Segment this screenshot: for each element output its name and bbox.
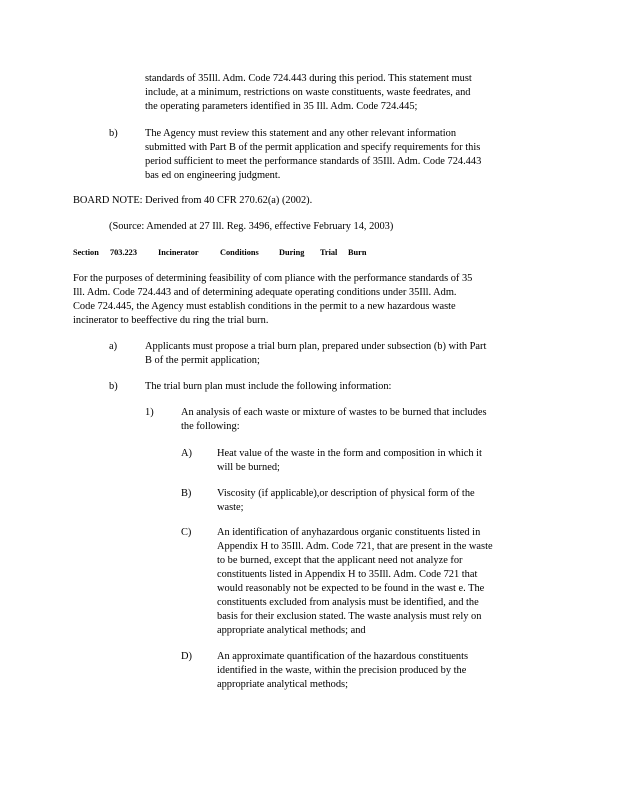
text-line: For the purposes of determining feasibility of com pliance with the performance standards of 35	[73, 273, 473, 284]
source-note: (Source: Amended at 27 Ill. Reg. 3496, effective February 14, 2003)	[109, 221, 394, 232]
text-line: include, at a minimum, restrictions on waste constituents, waste feedrates, and	[145, 87, 471, 98]
text-line: standards of 35Ill. Adm. Code 724.443 during this period. This statement must	[145, 73, 472, 84]
item-label: B)	[181, 488, 192, 499]
item-label: b)	[109, 381, 118, 392]
text-line: bas ed on engineering judgment.	[145, 170, 281, 181]
text-line: incinerator to beeffective du ring the trial burn.	[73, 315, 269, 326]
text-line: identified in the waste, within the precision produced by the	[217, 665, 467, 676]
text-line: Applicants must propose a trial burn plan, prepared under subsection (b) with Part	[145, 341, 487, 352]
section-title-word: Conditions	[220, 248, 259, 257]
text-line: waste;	[217, 502, 244, 513]
text-line: appropriate analytical methods;	[217, 679, 348, 690]
item-label: 1)	[145, 407, 154, 418]
item-label: D)	[181, 651, 192, 662]
item-label: C)	[181, 527, 192, 538]
item-label: a)	[109, 341, 118, 352]
item-a-applicants	[145, 340, 486, 368]
text-line: the following:	[181, 421, 240, 432]
sub-item-b-viscosity	[217, 487, 475, 515]
item-label: A)	[181, 448, 192, 459]
sub-item-a-heat-value	[217, 447, 482, 475]
text-line: The trial burn plan must include the following information:	[145, 381, 392, 392]
continuation-paragraph	[145, 72, 472, 114]
text-line: appropriate analytical methods; and	[217, 625, 366, 636]
text-line: would reasonably not be expected to be found in the wast e. The	[217, 583, 485, 594]
section-title-word: Incinerator	[158, 248, 199, 257]
text-line: constituents excluded from analysis must be identified, and the	[217, 597, 479, 608]
text-line: Heat value of the waste in the form and composition in which it	[217, 448, 482, 459]
text-line: The Agency must review this statement and any other relevant information	[145, 128, 457, 139]
text-line: Ill. Adm. Code 724.443 and of determining adequate operating conditions under 35Ill. Adm.	[73, 287, 457, 298]
text-line: Viscosity (if applicable),or description of physical form of the	[217, 488, 475, 499]
section-title-word: Trial	[320, 248, 338, 257]
section-number: 703.223	[110, 248, 137, 257]
text-line: to be burned, except that the applicant need not analyze for	[217, 555, 463, 566]
text-line: the operating parameters identified in 35 Ill. Adm. Code 724.445;	[145, 101, 418, 112]
text-line: An analysis of each waste or mixture of wastes to be burned that includes	[181, 407, 487, 418]
text-line: An approximate quantification of the hazardous constituents	[217, 651, 469, 662]
section-title-word: During	[279, 248, 305, 257]
section-title-word: Burn	[348, 248, 367, 257]
item-label: b)	[109, 128, 118, 139]
text-line: constituents listed in Appendix H to 35Ill. Adm. Code 721 that	[217, 569, 478, 580]
text-line: Appendix H to 35Ill. Adm. Code 721, that are present in the waste	[217, 541, 493, 552]
section-label: Section	[73, 248, 99, 257]
item-1-waste-analysis	[181, 406, 487, 434]
board-note: BOARD NOTE: Derived from 40 CFR 270.62(a) (2002).	[73, 195, 313, 206]
text-line: period sufficient to meet the performance standards of 35Ill. Adm. Code 724.443	[145, 156, 482, 167]
item-b-agency-review	[145, 127, 481, 183]
text-line: An identification of anyhazardous organic constituents listed in	[217, 527, 481, 538]
text-line: basis for their exclusion stated. The waste analysis must rely on	[217, 611, 482, 622]
text-line: Code 724.445, the Agency must establish conditions in the permit to a new hazardous waste	[73, 301, 456, 312]
item-b-trial-burn-plan	[145, 380, 391, 394]
text-line: submitted with Part B of the permit application and specify requirements for this	[145, 142, 481, 153]
text-line: will be burned;	[217, 462, 280, 473]
sub-item-c-identification	[217, 526, 493, 638]
sub-item-d-quantification	[217, 650, 468, 692]
intro-paragraph	[73, 272, 472, 328]
text-line: B of the permit application;	[145, 355, 260, 366]
